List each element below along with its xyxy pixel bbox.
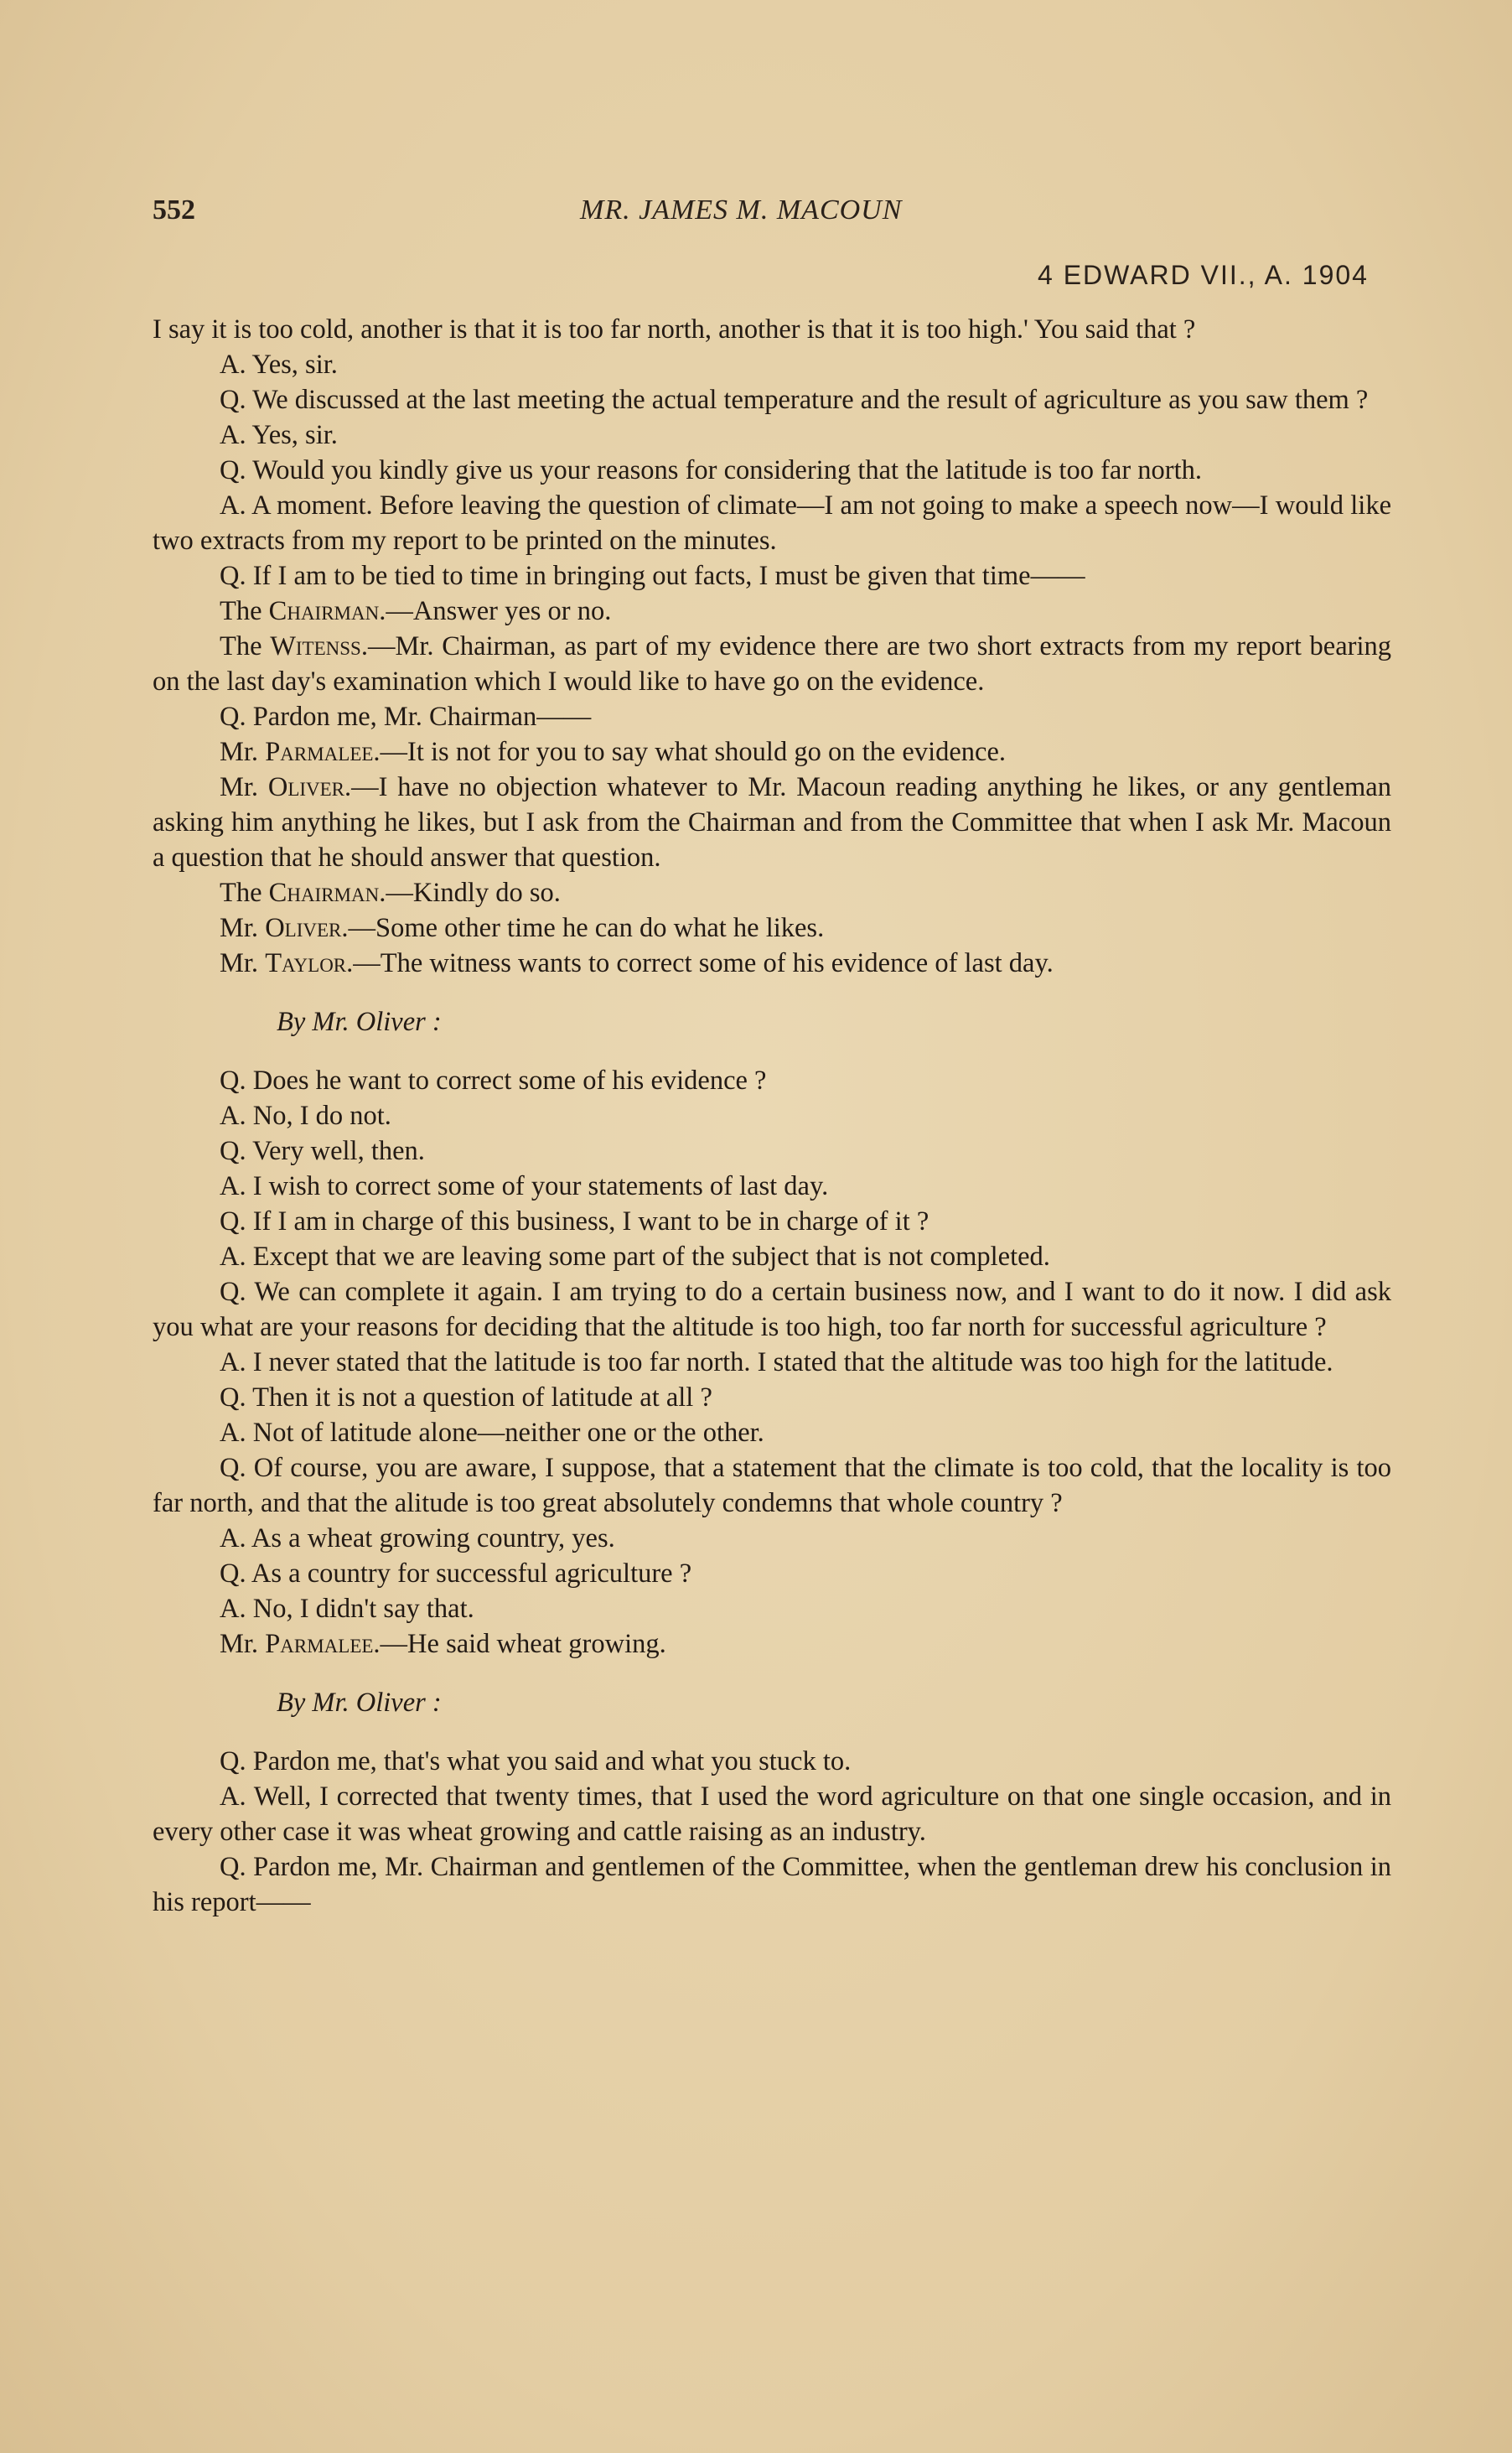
transcript-body (153, 312, 1391, 1920)
speaker-statement (153, 734, 1391, 770)
speaker-name: Oliver (267, 772, 345, 802)
speaker-statement (153, 875, 1391, 910)
speaker-text: .—Answer yes or no. (379, 596, 612, 626)
speaker-prefix: The (220, 631, 271, 661)
speaker-text: .—I have no objection whatever to Mr. Macoun reading anything he likes, or any gentleman asking him anything he likes, but I ask from the Chairman and from the Committee that when I ask Mr. Macoun a question that he should answer that question. (153, 772, 1391, 873)
speaker-text: .—He said wheat growing. (373, 1629, 666, 1659)
speaker-statement (153, 629, 1391, 699)
transcript-paragraph: A. Except that we are leaving some part of the subject that is not completed. (220, 1242, 1050, 1272)
transcript-paragraph: Q. We can complete it again. I am trying to do a certain business now, and I want to do it now. I did ask you what are your reasons for deciding that the altitude is too high, too far north for successful agriculture ? (153, 1277, 1391, 1342)
speaker-name: Parmalee (265, 1629, 374, 1659)
speaker-statement (153, 770, 1391, 875)
examiner-byline: By Mr. Oliver : (277, 1688, 442, 1718)
speaker-text: .—The witness wants to correct some of his evidence of last day. (346, 948, 1054, 978)
transcript-paragraph: Q. Pardon me, Mr. Chairman and gentlemen of the Committee, when the gentleman drew his conclusion in his report—— (153, 1852, 1391, 1917)
speaker-prefix: Mr. (220, 772, 268, 802)
speaker-text: .—Some other time he can do what he likes. (341, 913, 825, 943)
speaker-statement (153, 1626, 1391, 1662)
transcript-paragraph: A. I never stated that the latitude is too far north. I stated that the altitude was too high for the latitude. (220, 1347, 1333, 1377)
examiner-byline: By Mr. Oliver : (277, 1007, 442, 1037)
transcript-paragraph: I say it is too cold, another is that it is too far north, another is that it is too high.' You said that ? (153, 314, 1196, 345)
speaker-prefix: The (220, 596, 269, 626)
transcript-paragraph: A. As a wheat growing country, yes. (220, 1523, 615, 1553)
speaker-text: .—Mr. Chairman, as part of my evidence there are two short extracts from my report bearing on the last day's examination which I would like to have go on the evidence. (153, 631, 1391, 697)
speaker-prefix: Mr. (220, 1629, 266, 1659)
transcript-paragraph: Q. Would you kindly give us your reasons for considering that the latitude is too far north. (220, 455, 1202, 485)
speaker-statement (153, 594, 1391, 629)
transcript-paragraph: Q. As a country for successful agriculture ? (220, 1558, 692, 1589)
transcript-paragraph: A. Not of latitude alone—neither one or the other. (220, 1418, 764, 1448)
transcript-paragraph: Q. If I am to be tied to time in bringing out facts, I must be given that time—— (220, 561, 1085, 591)
speaker-name: Oliver (265, 913, 342, 943)
transcript-paragraph: Q. If I am in charge of this business, I want to be in charge of it ? (220, 1206, 929, 1237)
transcript-paragraph: A. No, I didn't say that. (220, 1594, 474, 1624)
transcript-paragraph: Q. Then it is not a question of latitude at all ? (220, 1382, 712, 1413)
running-title: MR. JAMES M. MACOUN (580, 194, 903, 226)
speaker-prefix: Mr. (220, 913, 266, 943)
speaker-prefix: The (220, 878, 269, 908)
speaker-name: Witenss (270, 631, 361, 661)
session-reference: 4 EDWARD VII., A. 1904 (1038, 260, 1369, 290)
transcript-paragraph: A. Well, I corrected that twenty times, that I used the word agriculture on that one single occasion, and in every other case it was wheat growing and cattle raising as an industry. (153, 1781, 1391, 1847)
speaker-name: Parmalee (265, 737, 374, 767)
speaker-prefix: Mr. (220, 948, 266, 978)
transcript-paragraph: A. No, I do not. (220, 1101, 391, 1131)
transcript-paragraph: Q. Pardon me, Mr. Chairman—— (220, 702, 592, 732)
transcript-paragraph: Q. Of course, you are aware, I suppose, that a statement that the climate is too cold, that the locality is too far north, and that the alitude is too great absolutely condemns that whole country ? (153, 1453, 1391, 1518)
transcript-paragraph: Q. We discussed at the last meeting the actual temperature and the result of agriculture as you saw them ? (220, 385, 1369, 415)
transcript-paragraph: A. A moment. Before leaving the question of climate—I am not going to make a speech now—I would like two extracts from my report to be printed on the minutes. (153, 490, 1391, 556)
speaker-text: .—It is not for you to say what should go on the evidence. (373, 737, 1007, 767)
transcript-paragraph: Q. Very well, then. (220, 1136, 425, 1166)
speaker-name: Taylor (265, 948, 347, 978)
page-number: 552 (153, 194, 195, 226)
transcript-paragraph: A. Yes, sir. (220, 350, 338, 380)
speaker-statement (153, 910, 1391, 946)
speaker-statement (153, 946, 1391, 981)
transcript-paragraph: A. I wish to correct some of your statements of last day. (220, 1171, 829, 1201)
transcript-paragraph: Q. Does he want to correct some of his evidence ? (220, 1066, 767, 1096)
speaker-prefix: Mr. (220, 737, 266, 767)
transcript-paragraph: Q. Pardon me, that's what you said and what you stuck to. (220, 1746, 852, 1776)
speaker-text: .—Kindly do so. (379, 878, 561, 908)
page-header (153, 194, 1385, 245)
speaker-name: Chairman (268, 878, 380, 908)
speaker-name: Chairman (268, 596, 380, 626)
transcript-paragraph: A. Yes, sir. (220, 420, 338, 450)
